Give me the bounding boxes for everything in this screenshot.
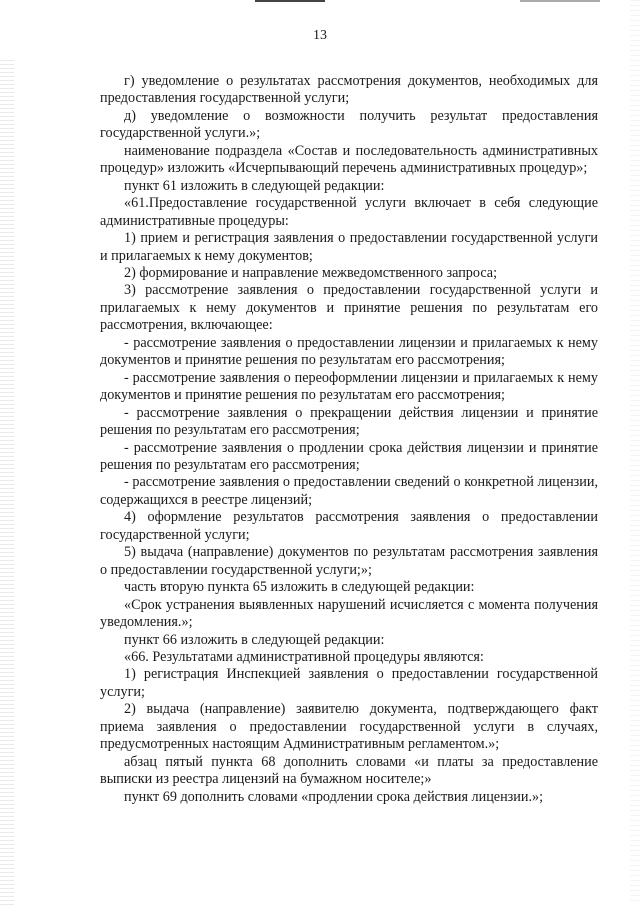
scan-artifact-top-right (520, 0, 600, 2)
paragraph: г) уведомление о результатах рассмотрения документов, необходимых для предоставления государственной услуги; (100, 73, 598, 107)
paragraph: «61.Предоставление государственной услуги включает в себя следующие административные процедуры: (100, 195, 598, 229)
paragraph: 5) выдача (направление) документов по результатам рассмотрения заявления о предоставлении государственной услуги;»; (100, 544, 598, 578)
paragraph: пункт 66 изложить в следующей редакции: (124, 631, 385, 648)
paragraph: - рассмотрение заявления о предоставлении сведений о конкретной лицензии, содержащихся в реестре лицензий; (100, 474, 598, 508)
paragraph: д) уведомление о возможности получить результат предоставления государственной услуги.»; (100, 107, 598, 142)
paragraph: пункт 69 дополнить словами «продлении срока действия лицензии.»; (124, 788, 544, 805)
paragraph: «Срок устранения выявленных нарушений исчисляется с момента получения уведомления.»; (100, 596, 598, 631)
paragraph: - рассмотрение заявления о продлении срока действия лицензии и принятие решения по результатам его рассмотрения; (100, 439, 598, 473)
paragraph: 1) регистрация Инспекцией заявления о предоставлении государственной услуги; (100, 666, 598, 700)
scan-artifact-top (255, 0, 325, 2)
paragraph: 1) прием и регистрация заявления о предоставлении государственной услуги и прилагаемых к нему документов; (100, 230, 598, 264)
paragraph: «66. Результатами административной процедуры являются: (124, 648, 484, 665)
paragraph: 4) оформление результатов рассмотрения заявления о предоставлении государственной услуги; (100, 509, 598, 543)
paragraph: часть вторую пункта 65 изложить в следующей редакции: (124, 579, 475, 596)
scan-edge-right (630, 0, 640, 905)
paragraph: наименование подраздела «Состав и последовательность административных процедур» изложить «Исчерпывающий перечень административных процедур»; (100, 142, 598, 177)
paragraph: - рассмотрение заявления о прекращении действия лицензии и принятие решения по результатам его рассмотрения; (100, 404, 598, 439)
paragraph: - рассмотрение заявления о предоставлении лицензии и прилагаемых к нему документов и принятие решения по результатам его рассмотрения; (100, 334, 598, 369)
paragraph: абзац пятый пункта 68 дополнить словами «и платы за предоставление выписки из реестра лицензий на бумажном носителе;» (100, 753, 598, 788)
document-body (100, 73, 598, 806)
scan-edge-left (0, 60, 14, 905)
paragraph: - рассмотрение заявления о переоформлении лицензии и прилагаемых к нему документов и принятие решения по результатам его рассмотрения; (100, 369, 598, 404)
paragraph: 3) рассмотрение заявления о предоставлении государственной услуги и прилагаемых к нему документов и принятие решения по результатам его рассмотрения, включающее: (100, 282, 598, 334)
paragraph: 2) формирование и направление межведомственного запроса; (124, 264, 498, 281)
paragraph: пункт 61 изложить в следующей редакции: (124, 177, 385, 194)
paragraph: 2) выдача (направление) заявителю документа, подтверждающего факт приема заявления о предоставлении государственной услуги в случаях, предусмотренных настоящим Административным регламентом.»; (100, 701, 598, 753)
page-number: 13 (313, 28, 327, 43)
